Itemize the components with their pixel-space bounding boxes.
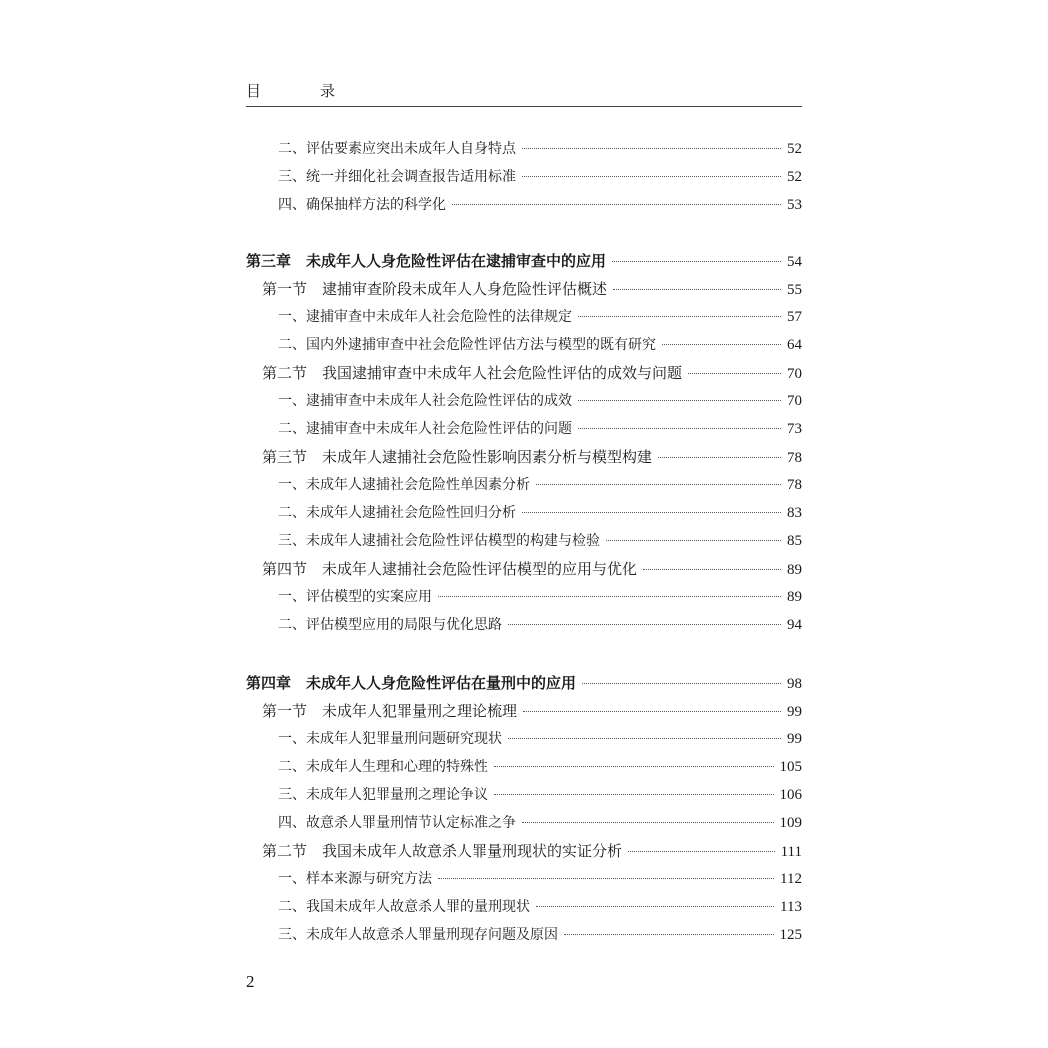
toc-entry-title: 第二节 我国逮捕审查中未成年人社会危险性评估的成效与问题: [262, 364, 683, 382]
dot-leader: [536, 484, 781, 485]
toc-entry-page-number: 64: [787, 337, 802, 353]
dot-leader: [523, 711, 781, 712]
dot-leader: [452, 204, 781, 205]
dot-leader: [688, 373, 781, 374]
toc-entry-page-number: 112: [780, 871, 802, 887]
toc-entry-item: [278, 418, 802, 444]
toc-entry-title: 三、未成年人犯罪量刑之理论争议: [278, 787, 488, 803]
dot-leader: [536, 906, 774, 907]
dot-leader: [438, 596, 781, 597]
toc-entry-title: 三、未成年人故意杀人罪量刑现存问题及原因: [278, 927, 558, 943]
dot-leader: [606, 540, 781, 541]
toc-entry-page-number: 78: [787, 477, 802, 493]
toc-entry-section: [262, 558, 802, 584]
toc-entry-title: 第三章 未成年人人身危险性评估在逮捕审查中的应用: [246, 252, 607, 270]
toc-entry-page-number: 94: [787, 617, 802, 633]
toc-entry-page-number: 83: [787, 505, 802, 521]
dot-leader: [578, 316, 781, 317]
toc-entry-page-number: 70: [787, 366, 802, 382]
toc-entry-page-number: 125: [779, 927, 802, 943]
dot-leader: [522, 822, 774, 823]
toc-entry-page-number: 78: [787, 450, 802, 466]
toc-entry-title: 三、统一并细化社会调查报告适用标准: [278, 169, 516, 185]
toc-entry-section: [262, 362, 802, 388]
toc-entry-title: 一、未成年人逮捕社会危险性单因素分析: [278, 477, 530, 493]
toc-entry-title: 第二节 我国未成年人故意杀人罪量刑现状的实证分析: [262, 842, 623, 860]
dot-leader: [522, 176, 781, 177]
dot-leader: [522, 148, 781, 149]
toc-entry-item: [278, 586, 802, 612]
toc-entry-item: [278, 390, 802, 416]
toc-entry-page-number: 73: [787, 421, 802, 437]
toc-entry-title: 四、故意杀人罪量刑情节认定标准之争: [278, 815, 516, 831]
toc-entry-item: [278, 306, 802, 332]
toc-entry-item: [278, 756, 802, 782]
toc-entry-page-number: 111: [780, 844, 802, 860]
dot-leader: [494, 766, 774, 767]
toc-entry-page-number: 98: [787, 676, 802, 692]
toc-entry-chapter: [246, 250, 802, 276]
toc-entry-item: [278, 502, 802, 528]
toc-entry-title: 二、逮捕审查中未成年人社会危险性评估的问题: [278, 421, 572, 437]
toc-entry-title: 一、未成年人犯罪量刑问题研究现状: [278, 731, 502, 747]
dot-leader: [658, 457, 781, 458]
toc-entry-section: [262, 446, 802, 472]
toc-entry-item: [278, 728, 802, 754]
toc-entry-page-number: 57: [787, 309, 802, 325]
dot-leader: [628, 851, 775, 852]
page-number: 2: [246, 972, 255, 991]
dot-leader: [494, 794, 774, 795]
toc-entry-title: 一、逮捕审查中未成年人社会危险性的法律规定: [278, 309, 572, 325]
toc-entry-title: 二、未成年人逮捕社会危险性回归分析: [278, 505, 516, 521]
toc-entry-title: 第四章 未成年人人身危险性评估在量刑中的应用: [246, 674, 577, 692]
toc-entry-page-number: 70: [787, 393, 802, 409]
dot-leader: [564, 934, 774, 935]
toc-entry-section: [262, 840, 802, 866]
toc-entry-page-number: 106: [779, 787, 802, 803]
dot-leader: [522, 512, 781, 513]
toc-entry-title: 第一节 逮捕审查阶段未成年人人身危险性评估概述: [262, 280, 608, 298]
toc-entry-item: [278, 138, 802, 164]
dot-leader: [582, 683, 781, 684]
toc-entry-page-number: 109: [779, 815, 802, 831]
dot-leader: [438, 878, 774, 879]
toc-entry-title: 二、我国未成年人故意杀人罪的量刑现状: [278, 899, 530, 915]
dot-leader: [578, 428, 781, 429]
toc-entry-page-number: 89: [787, 562, 802, 578]
toc-entry-page-number: 54: [787, 254, 802, 270]
toc-entry-item: [278, 530, 802, 556]
toc-entry-chapter: [246, 672, 802, 698]
toc-entry-page-number: 99: [787, 704, 802, 720]
toc-entry-title: 一、逮捕审查中未成年人社会危险性评估的成效: [278, 393, 572, 409]
toc-entry-item: [278, 812, 802, 838]
toc-entry-page-number: 99: [787, 731, 802, 747]
toc-entry-page-number: 89: [787, 589, 802, 605]
toc-entry-item: [278, 614, 802, 640]
toc-entry-title: 三、未成年人逮捕社会危险性评估模型的构建与检验: [278, 533, 600, 549]
toc-entry-title: 一、样本来源与研究方法: [278, 871, 432, 887]
toc-entry-page-number: 113: [780, 899, 802, 915]
toc-entry-page-number: 52: [787, 169, 802, 185]
toc-entry-title: 四、确保抽样方法的科学化: [278, 197, 446, 213]
running-head-title: 目 录: [246, 82, 358, 100]
toc-entry-item: [278, 334, 802, 360]
toc-entry-title: 二、国内外逮捕审查中社会危险性评估方法与模型的既有研究: [278, 337, 656, 353]
toc-entry-title: 一、评估模型的实案应用: [278, 589, 432, 605]
toc-entry-title: 第三节 未成年人逮捕社会危险性影响因素分析与模型构建: [262, 448, 653, 466]
dot-leader: [508, 738, 781, 739]
toc-entry-section: [262, 700, 802, 726]
toc-entry-page-number: 55: [787, 282, 802, 298]
toc-entry-title: 第四节 未成年人逮捕社会危险性评估模型的应用与优化: [262, 560, 638, 578]
dot-leader: [643, 569, 781, 570]
toc-entry-item: [278, 474, 802, 500]
dot-leader: [612, 261, 781, 262]
toc-entry-page-number: 52: [787, 141, 802, 157]
toc-entry-title: 二、评估模型应用的局限与优化思路: [278, 617, 502, 633]
toc-entry-page-number: 53: [787, 197, 802, 213]
header-rule: [246, 106, 802, 107]
toc-entry-section: [262, 278, 802, 304]
dot-leader: [578, 400, 781, 401]
toc-entry-page-number: 85: [787, 533, 802, 549]
toc-entry-item: [278, 784, 802, 810]
dot-leader: [508, 624, 781, 625]
toc-entry-title: 二、未成年人生理和心理的特殊性: [278, 759, 488, 775]
toc-entry-item: [278, 896, 802, 922]
dot-leader: [613, 289, 781, 290]
toc-entry-title: 二、评估要素应突出未成年人自身特点: [278, 141, 516, 157]
toc-entry-item: [278, 166, 802, 192]
toc-entry-item: [278, 924, 802, 950]
toc-entry-item: [278, 194, 802, 220]
toc-entry-page-number: 105: [779, 759, 802, 775]
toc-entry-item: [278, 868, 802, 894]
toc-entry-title: 第一节 未成年人犯罪量刑之理论梳理: [262, 702, 518, 720]
dot-leader: [662, 344, 781, 345]
